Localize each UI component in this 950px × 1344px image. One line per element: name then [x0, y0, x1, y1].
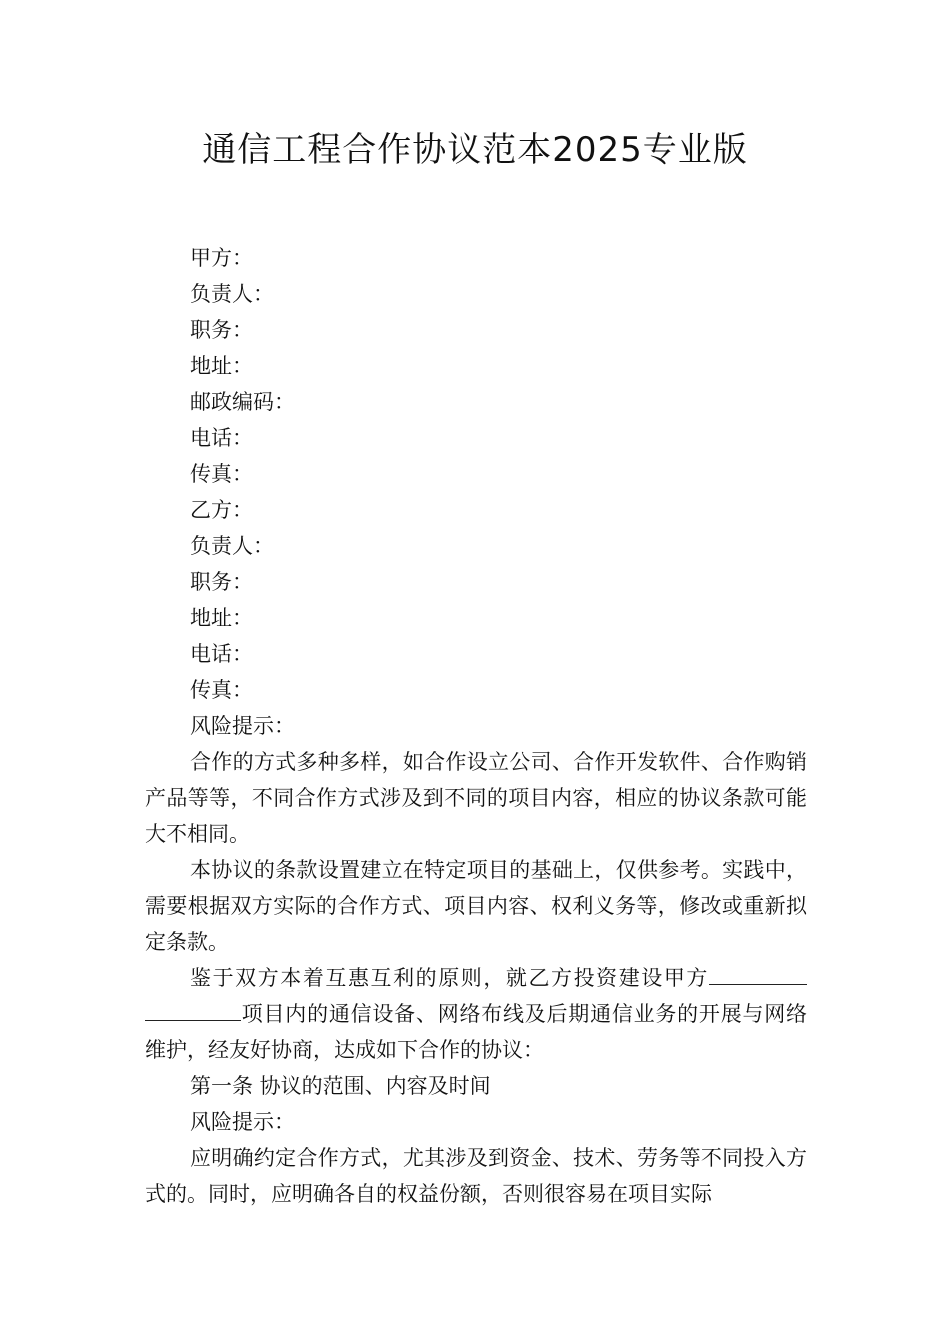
document-title: 通信工程合作协议范本2025专业版: [202, 130, 748, 170]
document-body: [145, 744, 807, 1212]
field-party-b-phone: 电话：: [190, 642, 253, 666]
field-party-b-position: 职务：: [190, 570, 253, 594]
field-party-a-fax: 传真：: [190, 462, 253, 486]
recital-text-end: 项目内的通信设备、网络布线及后期通信业务的开展与网络维护，经友好协商，达成如下合作的协议：: [145, 1002, 807, 1062]
field-party-b-person-in-charge: 负责人：: [190, 534, 274, 558]
recital-text-start: 鉴于双方本着互惠互利的原则，就乙方投资建设甲方: [190, 966, 709, 990]
field-party-b-fax: 传真：: [190, 678, 253, 702]
party-info-list: [190, 240, 810, 744]
paragraph-reference-note: 本协议的条款设置建立在特定项目的基础上，仅供参考。实践中，需要根据双方实际的合作方式、项目内容、权利义务等，修改或重新拟定条款。: [145, 858, 807, 954]
blank-line: [145, 998, 241, 1021]
field-party-a-postcode: 邮政编码：: [190, 390, 295, 414]
field-party-a-address: 地址：: [190, 354, 253, 378]
field-party-b-address: 地址：: [190, 606, 253, 630]
risk-warning-label-2: 风险提示：: [190, 1110, 295, 1134]
blank-line: [709, 962, 807, 985]
field-party-b: 乙方：: [190, 498, 253, 522]
risk-warning-label: 风险提示：: [190, 714, 295, 738]
field-party-a: 甲方：: [190, 246, 253, 270]
article-1-heading: 第一条 协议的范围、内容及时间: [190, 1074, 491, 1098]
paragraph-cooperation-methods: 合作的方式多种多样，如合作设立公司、合作开发软件、合作购销产品等等，不同合作方式涉及到不同的项目内容，相应的协议条款可能大不相同。: [145, 750, 807, 846]
field-party-a-phone: 电话：: [190, 426, 253, 450]
field-party-a-person-in-charge: 负责人：: [190, 282, 274, 306]
field-party-a-position: 职务：: [190, 318, 253, 342]
paragraph-cooperation-terms: 应明确约定合作方式，尤其涉及到资金、技术、劳务等不同投入方式的。同时，应明确各自的权益份额，否则很容易在项目实际: [145, 1146, 807, 1206]
paragraph-recital: [145, 960, 807, 1068]
